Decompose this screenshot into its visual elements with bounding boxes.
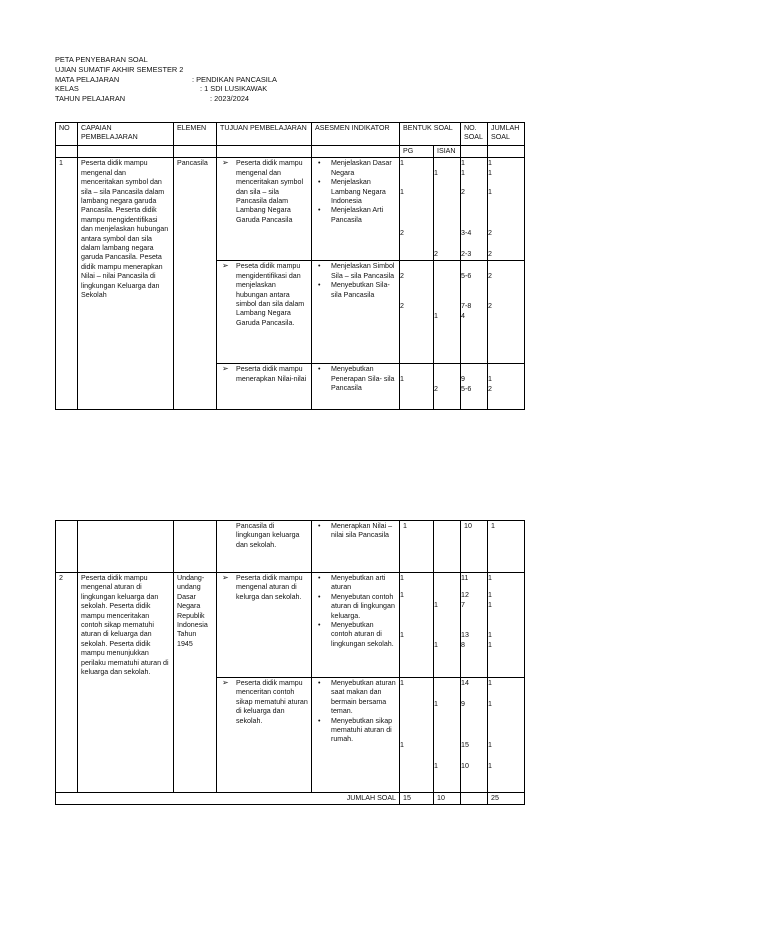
- jumlah-value: 2: [488, 385, 492, 394]
- indikator-item: • Menjelaskan Arti Pancasila: [315, 206, 396, 225]
- no-soal-value: 9: [461, 700, 465, 708]
- isian-value: 1: [434, 312, 438, 321]
- jumlah-value: 1: [488, 521, 525, 573]
- col-asesmen: ASESMEN INDIKATOR: [312, 123, 400, 146]
- elemen-text: Pancasila: [174, 158, 217, 410]
- no-soal-value: 13: [461, 631, 469, 639]
- tujuan-item: ➢ Peserta didik mampu mengenal aturan di kelurga dan sekolah.: [220, 574, 308, 602]
- col-no: NO: [56, 123, 78, 146]
- jumlah-value: 1: [488, 601, 492, 609]
- jumlah-value: 2: [488, 229, 492, 238]
- pg-value: 1: [400, 521, 434, 573]
- jumlah-value: 1: [488, 641, 492, 649]
- pg-value: 1: [400, 159, 404, 168]
- pg-value: 1: [400, 679, 404, 687]
- indikator-item: • Menjelaskan Dasar Negara: [315, 159, 396, 178]
- field-label: KELAS: [55, 84, 79, 94]
- no-soal-value: 4: [461, 312, 465, 321]
- no-soal-value: 5-6: [461, 385, 472, 394]
- pg-value: 2: [400, 229, 404, 238]
- indikator-item: • Menyebutkan Sila-sila Pancasila: [315, 281, 396, 300]
- no-soal-value: 1: [461, 169, 465, 178]
- indikator-item: • Menjelaskan Lambang Negara Indonesia: [315, 178, 396, 206]
- indikator-item: • Menyebutan contoh aturan di lingkungan keluarga.: [315, 593, 396, 621]
- tujuan-item: ➢ Peserta didik mampu mengenal dan menceritakan symbol dan sila – sila Pancasila dalam Lambang Negara Garuda Pancasila: [220, 159, 308, 225]
- no-soal-value: 1: [461, 159, 465, 168]
- no-soal-value: 11: [461, 574, 469, 582]
- tujuan-item: ➢ Peserta didik mampu menceritan contoh sikap mematuhi aturan di keluarga dan sekolah.: [220, 679, 308, 726]
- no-soal-value: 10: [461, 762, 469, 770]
- jumlah-value: 1: [488, 159, 492, 168]
- field-tahun: [55, 94, 250, 104]
- tujuan-continuation: Pancasila di lingkungan keluarga dan sekolah.: [217, 521, 312, 573]
- row-no: 2: [56, 573, 78, 793]
- jumlah-value: 2: [488, 302, 492, 311]
- indikator-item: • Menyebutkan contoh aturan di lingkungan sekolah.: [315, 621, 396, 649]
- isian-value: 1: [434, 762, 438, 770]
- field-value: : PENDIKAN PANCASILA: [192, 74, 277, 84]
- no-soal-value: 3-4: [461, 229, 472, 238]
- col-jumlah: JUMLAH SOAL: [488, 123, 525, 146]
- no-soal-value: 10: [461, 521, 488, 573]
- field-value: : 1 SDI LUSIKAWAK: [200, 84, 268, 94]
- isian-value: 1: [434, 641, 438, 649]
- col-pg: PG: [400, 146, 434, 158]
- row-no: 1: [56, 158, 78, 410]
- no-soal-value: 15: [461, 741, 469, 749]
- field-mapel: [55, 74, 277, 85]
- indikator-item: • Menyebutkan sikap mematuhi aturan di rumah.: [315, 717, 396, 745]
- indikator-item: • Menyebutkan aturan saat makan dan bermain bersama teman.: [315, 679, 396, 717]
- no-soal-value: 7: [461, 601, 465, 609]
- doc-subtitle: UJIAN SUMATIF AKHIR SEMESTER 2: [55, 64, 184, 74]
- pg-value: 1: [400, 375, 404, 384]
- col-elemen: ELEMEN: [174, 123, 217, 146]
- jumlah-value: 1: [488, 700, 492, 708]
- totals-label: JUMLAH SOAL: [56, 793, 400, 805]
- distribution-table-page1: [55, 122, 525, 410]
- pg-value: 1: [400, 574, 404, 582]
- capaian-text: Peserta didik mampu mengenal aturan di lingkungan keluarga dan sekolah. Peserta didik mampu menceritakan contoh sikap mematuhi aturan di keluarga dan sekolah. Peserta didik mampu menunjukkan perilaku mematuhi aturan di keluarga dan sekolah.: [78, 573, 174, 793]
- isian-value: 1: [434, 169, 438, 178]
- total-jumlah: 25: [488, 793, 525, 805]
- no-soal-value: 5-6: [461, 272, 472, 281]
- isian-value: 2: [434, 385, 438, 394]
- tujuan-item: ➢ Peseta didik mampu mengidentifikasi dan menjelaskan hubungan antara simbol dan sila dalam Lambang Negara Garuda Pancasila.: [220, 262, 308, 328]
- jumlah-value: 1: [488, 169, 492, 178]
- elemen-text: Undang-undang Dasar Negara Republik Indonesia Tahun 1945: [174, 573, 217, 793]
- indikator-item: • Menerapkan Nilai – nilai sila Pancasila: [315, 522, 396, 541]
- jumlah-value: 1: [488, 188, 492, 197]
- doc-title: PETA PENYEBARAN SOAL: [55, 55, 148, 64]
- jumlah-value: 1: [488, 574, 492, 582]
- document-header: [55, 55, 277, 104]
- total-no-soal: [461, 793, 488, 805]
- no-soal-value: 2: [461, 188, 465, 197]
- col-tujuan: TUJUAN PEMBELAJARAN: [217, 123, 312, 146]
- indikator-item: • Menyebutkan arti aturan: [315, 574, 396, 593]
- pg-value: 1: [400, 741, 404, 749]
- isian-value: 2: [434, 250, 438, 259]
- table-row: [56, 158, 525, 261]
- jumlah-value: 2: [488, 250, 492, 259]
- jumlah-value: 1: [488, 591, 492, 599]
- jumlah-value: 1: [488, 741, 492, 749]
- total-pg: 15: [400, 793, 434, 805]
- pg-value: 1: [400, 631, 404, 639]
- total-isian: 10: [434, 793, 461, 805]
- field-label: MATA PELAJARAN: [55, 74, 120, 84]
- field-value: : 2023/2024: [210, 94, 250, 104]
- col-no-soal: NO. SOAL: [461, 123, 488, 146]
- jumlah-value: 2: [488, 272, 492, 281]
- indikator-item: • Menyebutkan Penerapan Sila- sila Pancasila: [315, 365, 396, 393]
- distribution-table-page2: [55, 520, 525, 805]
- no-soal-value: 12: [461, 591, 469, 599]
- jumlah-value: 1: [488, 375, 492, 384]
- col-capaian: CAPAIAN PEMBELAJARAN: [78, 123, 174, 146]
- pg-value: 1: [400, 188, 404, 197]
- no-soal-value: 7-8: [461, 302, 472, 311]
- jumlah-value: 1: [488, 631, 492, 639]
- no-soal-value: 2-3: [461, 250, 472, 259]
- jumlah-value: 1: [488, 762, 492, 770]
- totals-row: [56, 793, 525, 805]
- table-row: [56, 573, 525, 678]
- col-isian: ISIAN: [434, 146, 461, 158]
- field-kelas: [55, 84, 268, 94]
- col-bentuk: BENTUK SOAL: [400, 123, 461, 146]
- pg-value: 2: [400, 272, 404, 281]
- field-label: TAHUN PELAJARAN: [55, 94, 126, 104]
- no-soal-value: 9: [461, 375, 465, 384]
- isian-value: 1: [434, 601, 438, 609]
- indikator-item: • Menjelaskan Simbol Sila – sila Pancasila: [315, 262, 396, 281]
- no-soal-value: 14: [461, 679, 469, 687]
- tujuan-item: ➢ Peserta didik mampu menerapkan Nilai-nilai: [220, 365, 308, 384]
- capaian-text: Peserta didik mampu mengenal dan menceritakan symbol dan sila – sila Pancasila dalam lambang negara garuda Pancasila. Peserta didik mampu mengidentifikasi dan menjelaskan hubungan antara symbol dan sila dalam lambang negara garuda Pancasila. Peseta didik mampu menerapkan Nilai – nilai Pancasila di lingkungan Keluarga dan Sekolah: [78, 158, 174, 410]
- pg-value: 2: [400, 302, 404, 311]
- no-soal-value: 8: [461, 641, 465, 649]
- pg-value: 1: [400, 591, 404, 599]
- isian-value: 1: [434, 700, 438, 708]
- jumlah-value: 1: [488, 679, 492, 687]
- table-row: [56, 521, 525, 573]
